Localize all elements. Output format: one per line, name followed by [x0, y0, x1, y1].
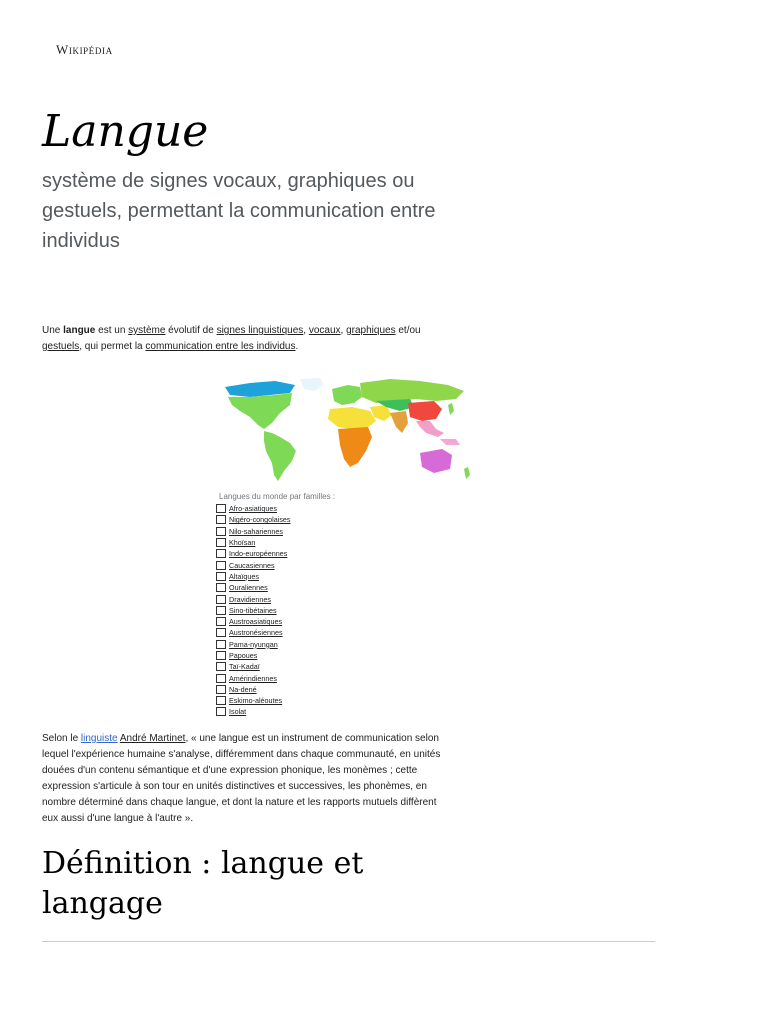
page-subtitle: système de signes vocaux, graphiques ou gestuels, permettant la communication entre individus — [42, 170, 436, 252]
checkbox-icon — [216, 583, 226, 592]
legend-link[interactable]: Pama-nyungan — [229, 639, 278, 649]
checkbox-icon — [216, 685, 226, 694]
text: Selon le — [42, 733, 81, 744]
checkbox-icon — [216, 538, 226, 547]
intro-paragraph — [42, 323, 442, 355]
legend-link[interactable]: Austronésiennes — [229, 628, 283, 638]
world-language-map[interactable] — [220, 375, 480, 487]
legend-link[interactable]: Amérindiennes — [229, 673, 277, 683]
link-systeme[interactable]: système — [128, 325, 166, 336]
checkbox-icon — [216, 561, 226, 570]
checkbox-icon — [216, 662, 226, 671]
legend-item — [216, 514, 291, 525]
legend-item — [216, 695, 291, 706]
legend-link[interactable]: Taï-Kadaï — [229, 662, 260, 672]
section-divider — [42, 941, 655, 942]
legend-item — [216, 526, 291, 537]
legend-item — [216, 571, 291, 582]
text: , « une langue est un instrument de communication selon lequel l'expérience humaine s'analyse, différemment dans chaque communauté, en unités douées d'un contenu sémantique et d'une expression phonique, les monèmes ; cette expression s'articule à son tour en unités distinctives et successives, les phonèmes, en nombre déterminé dans chaque langue, et dont la nature et les rapports mutuels diffèrent eux aussi d'une langue à l'autre ». — [42, 733, 441, 824]
text: et/ou — [395, 325, 421, 336]
text: Une — [42, 325, 64, 336]
legend-link[interactable]: Papoues — [229, 651, 258, 660]
legend-link[interactable]: Caucasiennes — [229, 560, 275, 570]
checkbox-icon — [216, 696, 226, 705]
legend-link[interactable]: Nigéro-congolaises — [229, 515, 291, 525]
legend-item — [216, 639, 291, 650]
checkbox-icon — [216, 515, 226, 524]
wikipedia-logo[interactable] — [56, 42, 113, 58]
legend-link[interactable]: Afro-asiatiques — [229, 504, 277, 514]
link-vocaux[interactable]: vocaux — [308, 325, 341, 336]
link-gestuels[interactable]: gestuels — [42, 341, 80, 352]
text: évolutif de — [165, 325, 217, 336]
link-linguiste[interactable]: linguiste — [80, 733, 118, 744]
text: est un — [95, 325, 129, 336]
legend-link[interactable]: Indo-européennes — [229, 549, 288, 559]
legend-item — [216, 672, 291, 683]
term-bold: langue — [63, 325, 96, 336]
checkbox-icon — [216, 606, 226, 615]
legend-link[interactable]: Sino-tibétaines — [229, 605, 277, 615]
map-image — [220, 375, 480, 487]
checkbox-icon — [216, 504, 226, 513]
checkbox-icon — [216, 628, 226, 637]
checkbox-icon — [216, 572, 226, 581]
link-signes-linguistiques[interactable]: signes linguistiques — [216, 325, 304, 336]
legend-item — [216, 593, 291, 604]
checkbox-icon — [216, 707, 226, 716]
checkbox-icon — [216, 617, 226, 626]
link-communication[interactable]: communication entre les individus — [145, 341, 296, 352]
map-caption: Langues du monde par familles : — [219, 492, 336, 501]
checkbox-icon — [216, 595, 226, 604]
legend-item — [216, 706, 291, 717]
link-graphiques[interactable]: graphiques — [346, 325, 396, 336]
legend-link[interactable]: Altaïques — [229, 571, 259, 581]
legend-item — [216, 684, 291, 695]
text: . — [295, 341, 299, 352]
legend-item — [216, 661, 291, 672]
legend-item — [216, 627, 291, 638]
logo-text: Wikipédia — [56, 42, 113, 57]
legend-item — [216, 537, 291, 548]
legend-link[interactable]: Isolat — [229, 707, 247, 717]
checkbox-icon — [216, 674, 226, 683]
text: , — [340, 325, 347, 336]
link-andre-martinet[interactable]: André Martinet — [119, 733, 186, 744]
martinet-paragraph — [42, 731, 442, 827]
checkbox-icon — [216, 651, 226, 660]
legend-item — [216, 582, 291, 593]
legend-link[interactable]: Khoïsan — [229, 538, 256, 548]
text: , qui permet la — [79, 341, 146, 352]
legend-link[interactable]: Dravidiennes — [229, 594, 271, 604]
legend-link[interactable]: Ouraliennes — [229, 583, 268, 593]
legend-link[interactable]: Na-dené — [229, 684, 257, 694]
page-title: Langue — [42, 106, 209, 157]
text: , — [303, 325, 309, 336]
legend-item — [216, 616, 291, 627]
checkbox-icon — [216, 527, 226, 536]
legend-item — [216, 548, 291, 559]
legend-item — [216, 503, 291, 514]
checkbox-icon — [216, 549, 226, 558]
legend-item — [216, 605, 291, 616]
legend-link[interactable]: Austroasiatiques — [229, 617, 283, 627]
section-heading: Définition : langue et langage — [42, 846, 364, 921]
legend-item — [216, 650, 291, 661]
checkbox-icon — [216, 640, 226, 649]
legend-link[interactable]: Nilo-sahariennes — [229, 526, 283, 536]
legend-list — [216, 503, 291, 718]
legend-link[interactable]: Eskimo-aléoutes — [229, 696, 283, 706]
legend-item — [216, 559, 291, 570]
